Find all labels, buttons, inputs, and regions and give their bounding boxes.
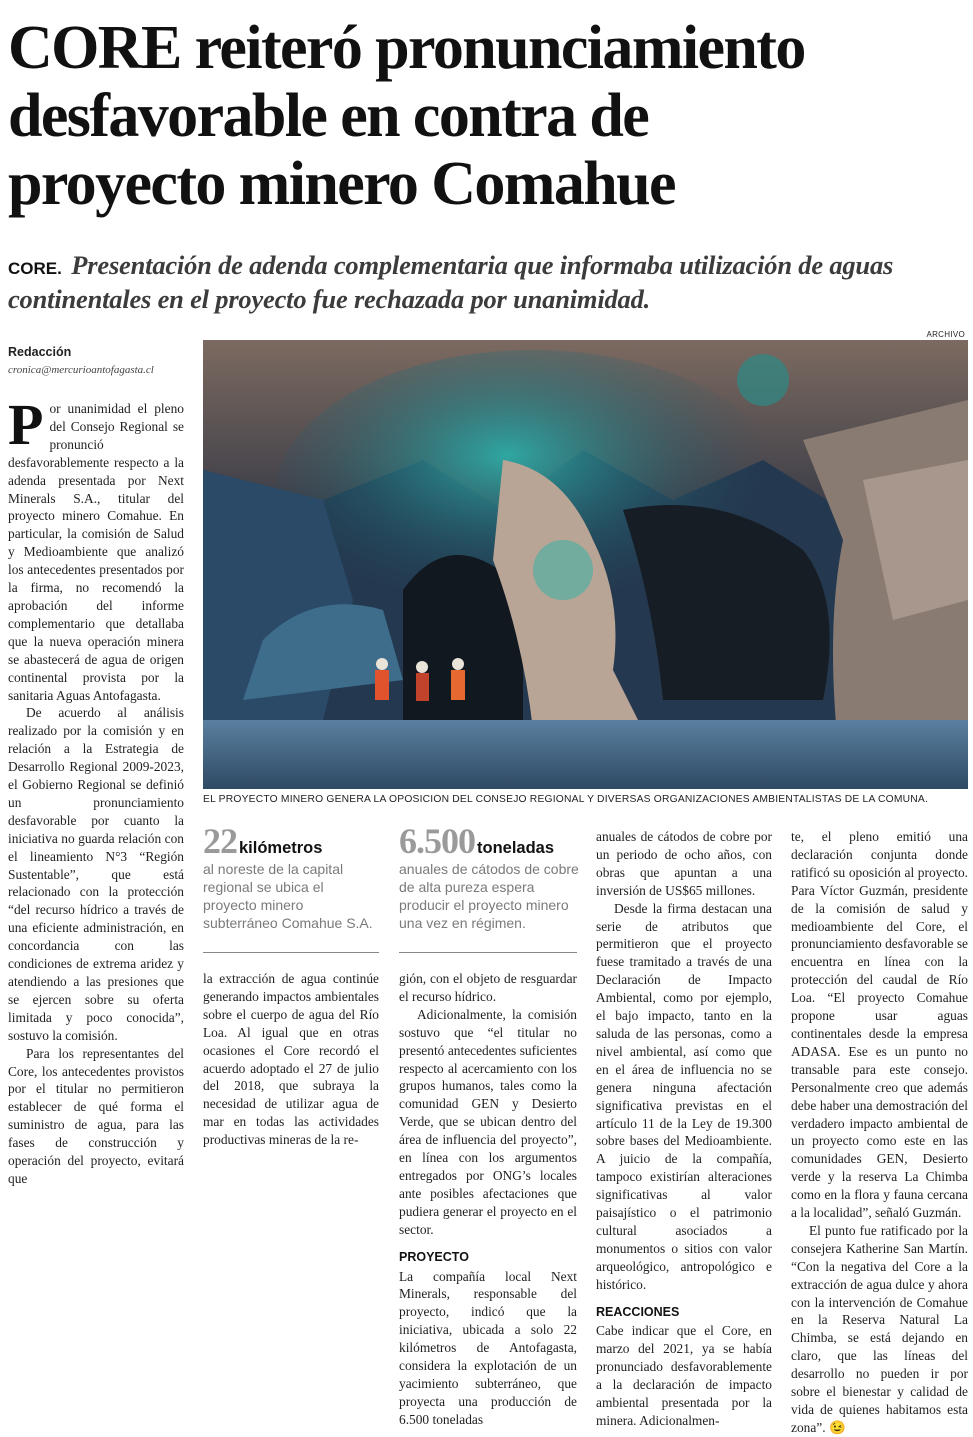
paragraph: Adicionalmente, la comisión sostuvo que “el titular no presentó antecedentes suficientes respecto al acercamiento con los grupos humanos, tales como la comunidad GEN y Desierto Verde, que se ubican dentro del área de influencia del proyecto”, en línea con los argumentos entregados por ONG’s locales ante posibles afectaciones que pudiera generar el proyecto en el sector. (399, 1006, 577, 1237)
headline (8, 14, 963, 218)
photo-caption: EL PROYECTO MINERO GENERA LA OPOSICIÓN DEL CONSEJO REGIONAL Y DIVERSAS ORGANIZACIONES AMBIENTALISTAS DE LA COMUNA. (203, 794, 929, 805)
paragraph: La compañía local Next Minerals, responsable del proyecto, indicó que la iniciativa, ubicada a solo 22 kilómetros de Antofagasta, considera la explotación de un yacimiento subterráneo, que proyecta una producción de 6.500 toneladas (399, 1268, 577, 1427)
deck (8, 250, 958, 315)
paragraph: El punto fue ratificado por la consejera Katherine San Martín. “Con la negativa del Core a la extracción de agua dulce y ahora con la intervención de Comahue en la Reserva Natural La Chimba, se está dejando en claro, que las líneas del desarrollo no pueden ir por sobre el bienestar y calidad de vida de quienes habitamos esta zona”. 😉 (791, 1222, 968, 1435)
stat-number: 22 (203, 821, 237, 861)
deck-tag: CORE. (8, 259, 62, 278)
dropcap: P (8, 392, 44, 457)
article-column-3 (399, 970, 577, 1429)
subhead-reacciones: REACCIONES (596, 1304, 680, 1319)
paragraph: la extracción de agua continúe generando impactos ambientales sobre el cuerpo de agua del Río Loa. Al igual que en otras ocasiones el Core recordó el acuerdo adoptado el 27 de julio del 2018, que subraya la necesidad de utilizar agua de mar en todas las actividades productivas mineras de la re- (203, 971, 379, 1148)
byline (8, 345, 188, 376)
paragraph: Desde la firma destacan una serie de atributos que permitieron que el proyecto fuese tramitado a través de una Declaración de Impacto Ambiental, como por ejemplo, el bajo impacto, tanto en la saluda de las personas, como a nivel ambiental, así como que en el área de influencia no se genera ninguna afectación significativa previstas en el artículo 11 de la Ley de 19.300 sobre bases del Medioambiente. A juicio de la compañía, tampoco existirían alteraciones significativas al valor paisajístico o el patrimonio cultural asociados a monumentos o sitios con valor arqueológico, antropológico e histórico. (596, 900, 772, 1292)
divider (203, 952, 379, 953)
stat-tonnage (399, 820, 579, 932)
deck-text: Presentación de adenda complementaria que informaba utilización de aguas continentales en el proyecto fue rechazada por unanimidad. (8, 250, 894, 314)
paragraph: te, el pleno emitió una declaración conjunta donde ratificó su oposición al proyecto. Para Víctor Guzmán, presidente de la comisión de salud y medioambiente del Core, el pronunciamiento desfavorable se encuentra en línea con la protección del caudal de Río Loa. “El proyecto Comahue propone usar aguas continentales desde la empresa ADASA. Ese es un punto no transable para este consejo. Personalmente creo que además debe haber una demostración del verdadero impacto ambiental de un proyecto como este en las comunidades GEN, Desierto verde y la reserva La Chimba como en la flora y fauna cercana a la localidad”, señaló Guzmán. (791, 829, 968, 1221)
stat-distance (203, 820, 378, 932)
divider (399, 952, 577, 953)
paragraph: De acuerdo al análisis realizado por la comisión y en relación a la Estrategia de Desarrollo Regional 2009-2023, el Gobierno Regional se definió un pronunciamiento desfavorable por cuanto la iniciativa no guarda relación con el lineamiento N°3 “Región Sustentable”, que está relacionado con la protección “del recurso hídrico a través de una eficiente administración, en concordancia con las condiciones de extrema aridez y atendiendo a las presiones que se ejercen sobre su oferta limitada y poco conocida”, sostuvo la comisión. (8, 705, 184, 1043)
stat-number: 6.500 (399, 821, 475, 861)
photo-credit: ARCHIVO (926, 330, 965, 339)
headline-line-1: CORE reiteró pronunciamiento (8, 14, 805, 82)
headline-line-2: desfavorable en contra de (8, 82, 649, 150)
stat-description: anuales de cátodos de cobre de alta pureza espera producir el proyecto minero una vez en régimen. (399, 861, 579, 931)
stat-unit: kilómetros (239, 839, 323, 857)
paragraph: Para los representantes del Core, los antecedentes provistos por el titular no permitieron establecer de qué forma el suministro de agua, para las fases de construcción y operación del proyecto, evitará que (8, 1045, 184, 1186)
mine-tunnel-illustration (203, 340, 968, 789)
byline-author: Redacción (8, 345, 72, 359)
paragraph: gión, con el objeto de resguardar el recurso hídrico. (399, 971, 577, 1004)
article-column-5 (791, 828, 968, 1437)
subhead-proyecto: PROYECTO (399, 1249, 469, 1264)
headline-line-3: proyecto minero Comahue (8, 150, 675, 218)
end-mark-icon: 😉 (828, 1419, 846, 1435)
article-column-4 (596, 828, 772, 1430)
paragraph: Por unanimidad el pleno del Consejo Regional se pronunció desfavorablemente respecto a la adenda presentada por Next Minerals S.A., titular del proyecto minero Comahue. En particular, la comisión de Salud y Medioambiente que analizó los antecedentes presentados por la firma, no recomendó la aprobación del informe complementario que detallaba que la nueva operación minera se abastecerá de agua de origen continental provista por la sanitaria Aguas Antofagasta. (8, 392, 184, 703)
mine-tunnel-photo (203, 340, 968, 789)
paragraph: anuales de cátodos de cobre por un periodo de ocho años, con obras que apuntan a una inversión de US$65 millones. (596, 829, 772, 898)
article-column-1 (8, 392, 184, 1188)
paragraph: Cabe indicar que el Core, en marzo del 2021, ya se había pronunciado desfavorablemente a la declaración de impacto ambiental presentada por la minera. Adicionalmen- (596, 1323, 772, 1428)
stat-description: al noreste de la capital regional se ubica el proyecto minero subterráneo Comahue S.A. (203, 861, 373, 931)
byline-email[interactable]: cronica@mercurioantofagasta.cl (8, 364, 154, 376)
article-column-2 (203, 970, 379, 1149)
stat-unit: toneladas (477, 839, 555, 857)
